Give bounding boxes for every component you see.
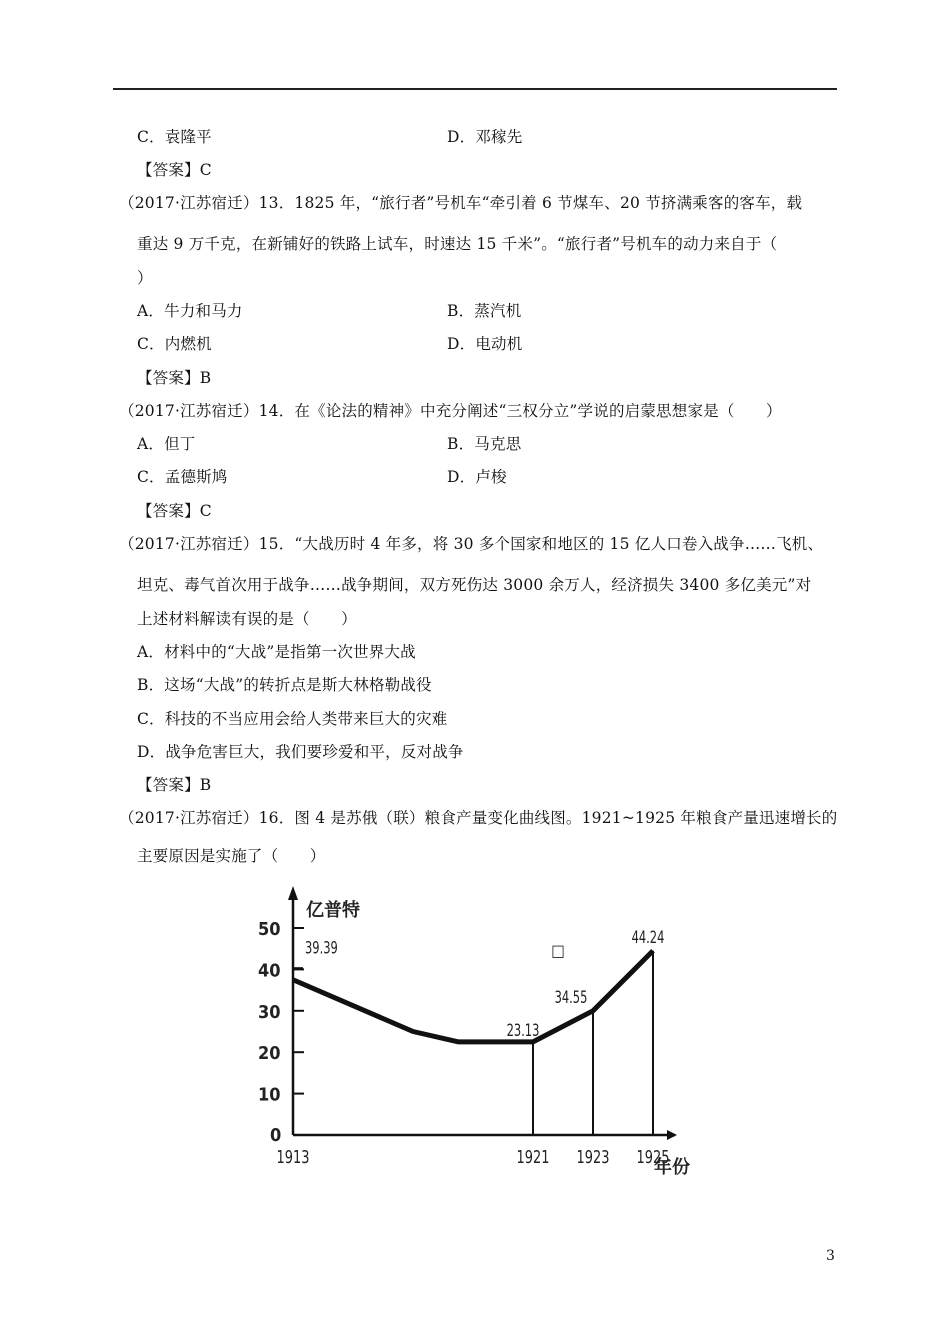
chart-drop-lines (533, 951, 653, 1135)
y-tick-label: 30 (258, 1001, 281, 1023)
q13-answer: 【答案】B (137, 369, 212, 387)
q15-option-c: C．科技的不当应用会给人类带来巨大的灾难 (137, 710, 448, 728)
y-tick-label: 50 (258, 919, 281, 940)
q14-option-d: D．卢梭 (447, 468, 507, 486)
q13-stem-line1: （2017·江苏宿迁）13．1825 年，“旅行者”号机车“牵引着 6 节煤车、20 节挤满乘客的客车，载 (119, 194, 803, 212)
chart-ticks (258, 919, 304, 1146)
data-label: 39.39 (305, 937, 338, 959)
y-tick-label: 40 (258, 960, 281, 982)
q13-option-c: C．内燃机 (137, 335, 212, 353)
q15-stem-line2: 坦克、毒气首次用于战争……战争期间，双方死伤达 3000 余万人，经济损失 3400 多亿美元”对 (137, 576, 812, 594)
q14-option-c: C．孟德斯鸠 (137, 468, 228, 486)
data-label: 34.55 (554, 986, 588, 1008)
q13-option-d: D．电动机 (447, 335, 523, 353)
q15-option-a: A．材料中的“大战”是指第一次世界大战 (137, 643, 416, 661)
q15-option-d: D．战争危害巨大，我们要珍爱和平，反对战争 (137, 743, 464, 761)
q13-option-b: B．蒸汽机 (447, 302, 522, 320)
y-tick-label: 20 (258, 1043, 281, 1065)
q14-option-a: A．但丁 (137, 435, 196, 453)
y-axis-arrow-icon (288, 886, 298, 900)
y-tick-label: 10 (258, 1084, 281, 1106)
q14-answer: 【答案】C (137, 502, 212, 520)
q15-stem-line3: 上述材料解读有误的是（ ） (137, 610, 357, 628)
q13-stem-line2: 重达 9 万千克，在新铺好的铁路上试车，时速达 15 千米”。“旅行者”号机车的动力来自于（ (137, 235, 778, 253)
q13-option-a: A．牛力和马力 (137, 302, 243, 320)
q15-stem-line1: （2017·江苏宿迁）15．“大战历时 4 年多，将 30 多个国家和地区的 15 亿人口卷入战争……飞机、 (119, 535, 824, 553)
y-tick-label: 0 (270, 1125, 282, 1146)
x-tick-label: 1925 (636, 1146, 670, 1168)
x-axis-label: 年份 (654, 1157, 690, 1178)
series-line (293, 951, 653, 1042)
q12-option-d: D．邓稼先 (447, 128, 523, 146)
q13-stem-line3: ） (137, 269, 153, 287)
x-axis-arrow-icon (667, 1130, 677, 1140)
q12-answer: 【答案】C (137, 161, 212, 179)
x-tick-label: 1923 (576, 1146, 610, 1168)
annotation-square: □ (551, 941, 565, 960)
x-tick-label: 1913 (276, 1146, 310, 1168)
data-label: 44.24 (631, 926, 665, 948)
page-number: 3 (826, 1248, 835, 1264)
q14-stem: （2017·江苏宿迁）14．在《论法的精神》中充分阐述“三权分立”学说的启蒙思想家是（ ） (119, 402, 782, 420)
q14-option-b: B．马克思 (447, 435, 522, 453)
header-rule (113, 88, 837, 90)
y-axis-label: 亿普特 (306, 900, 360, 921)
chart-axes (288, 886, 677, 1140)
q15-answer: 【答案】B (137, 776, 212, 794)
q12-option-c: C．袁隆平 (137, 128, 212, 146)
q16-stem-line1: （2017·江苏宿迁）16．图 4 是苏俄（联）粮食产量变化曲线图。1921~1925 年粮食产量迅速增长的 (119, 809, 838, 827)
q15-option-b: B．这场“大战”的转折点是斯大林格勒战役 (137, 676, 432, 694)
x-tick-label: 1921 (516, 1146, 550, 1168)
grain-output-chart (240, 880, 710, 1180)
data-label: 23.13 (506, 1020, 540, 1041)
q16-stem-line2: 主要原因是实施了（ ） (137, 847, 326, 865)
